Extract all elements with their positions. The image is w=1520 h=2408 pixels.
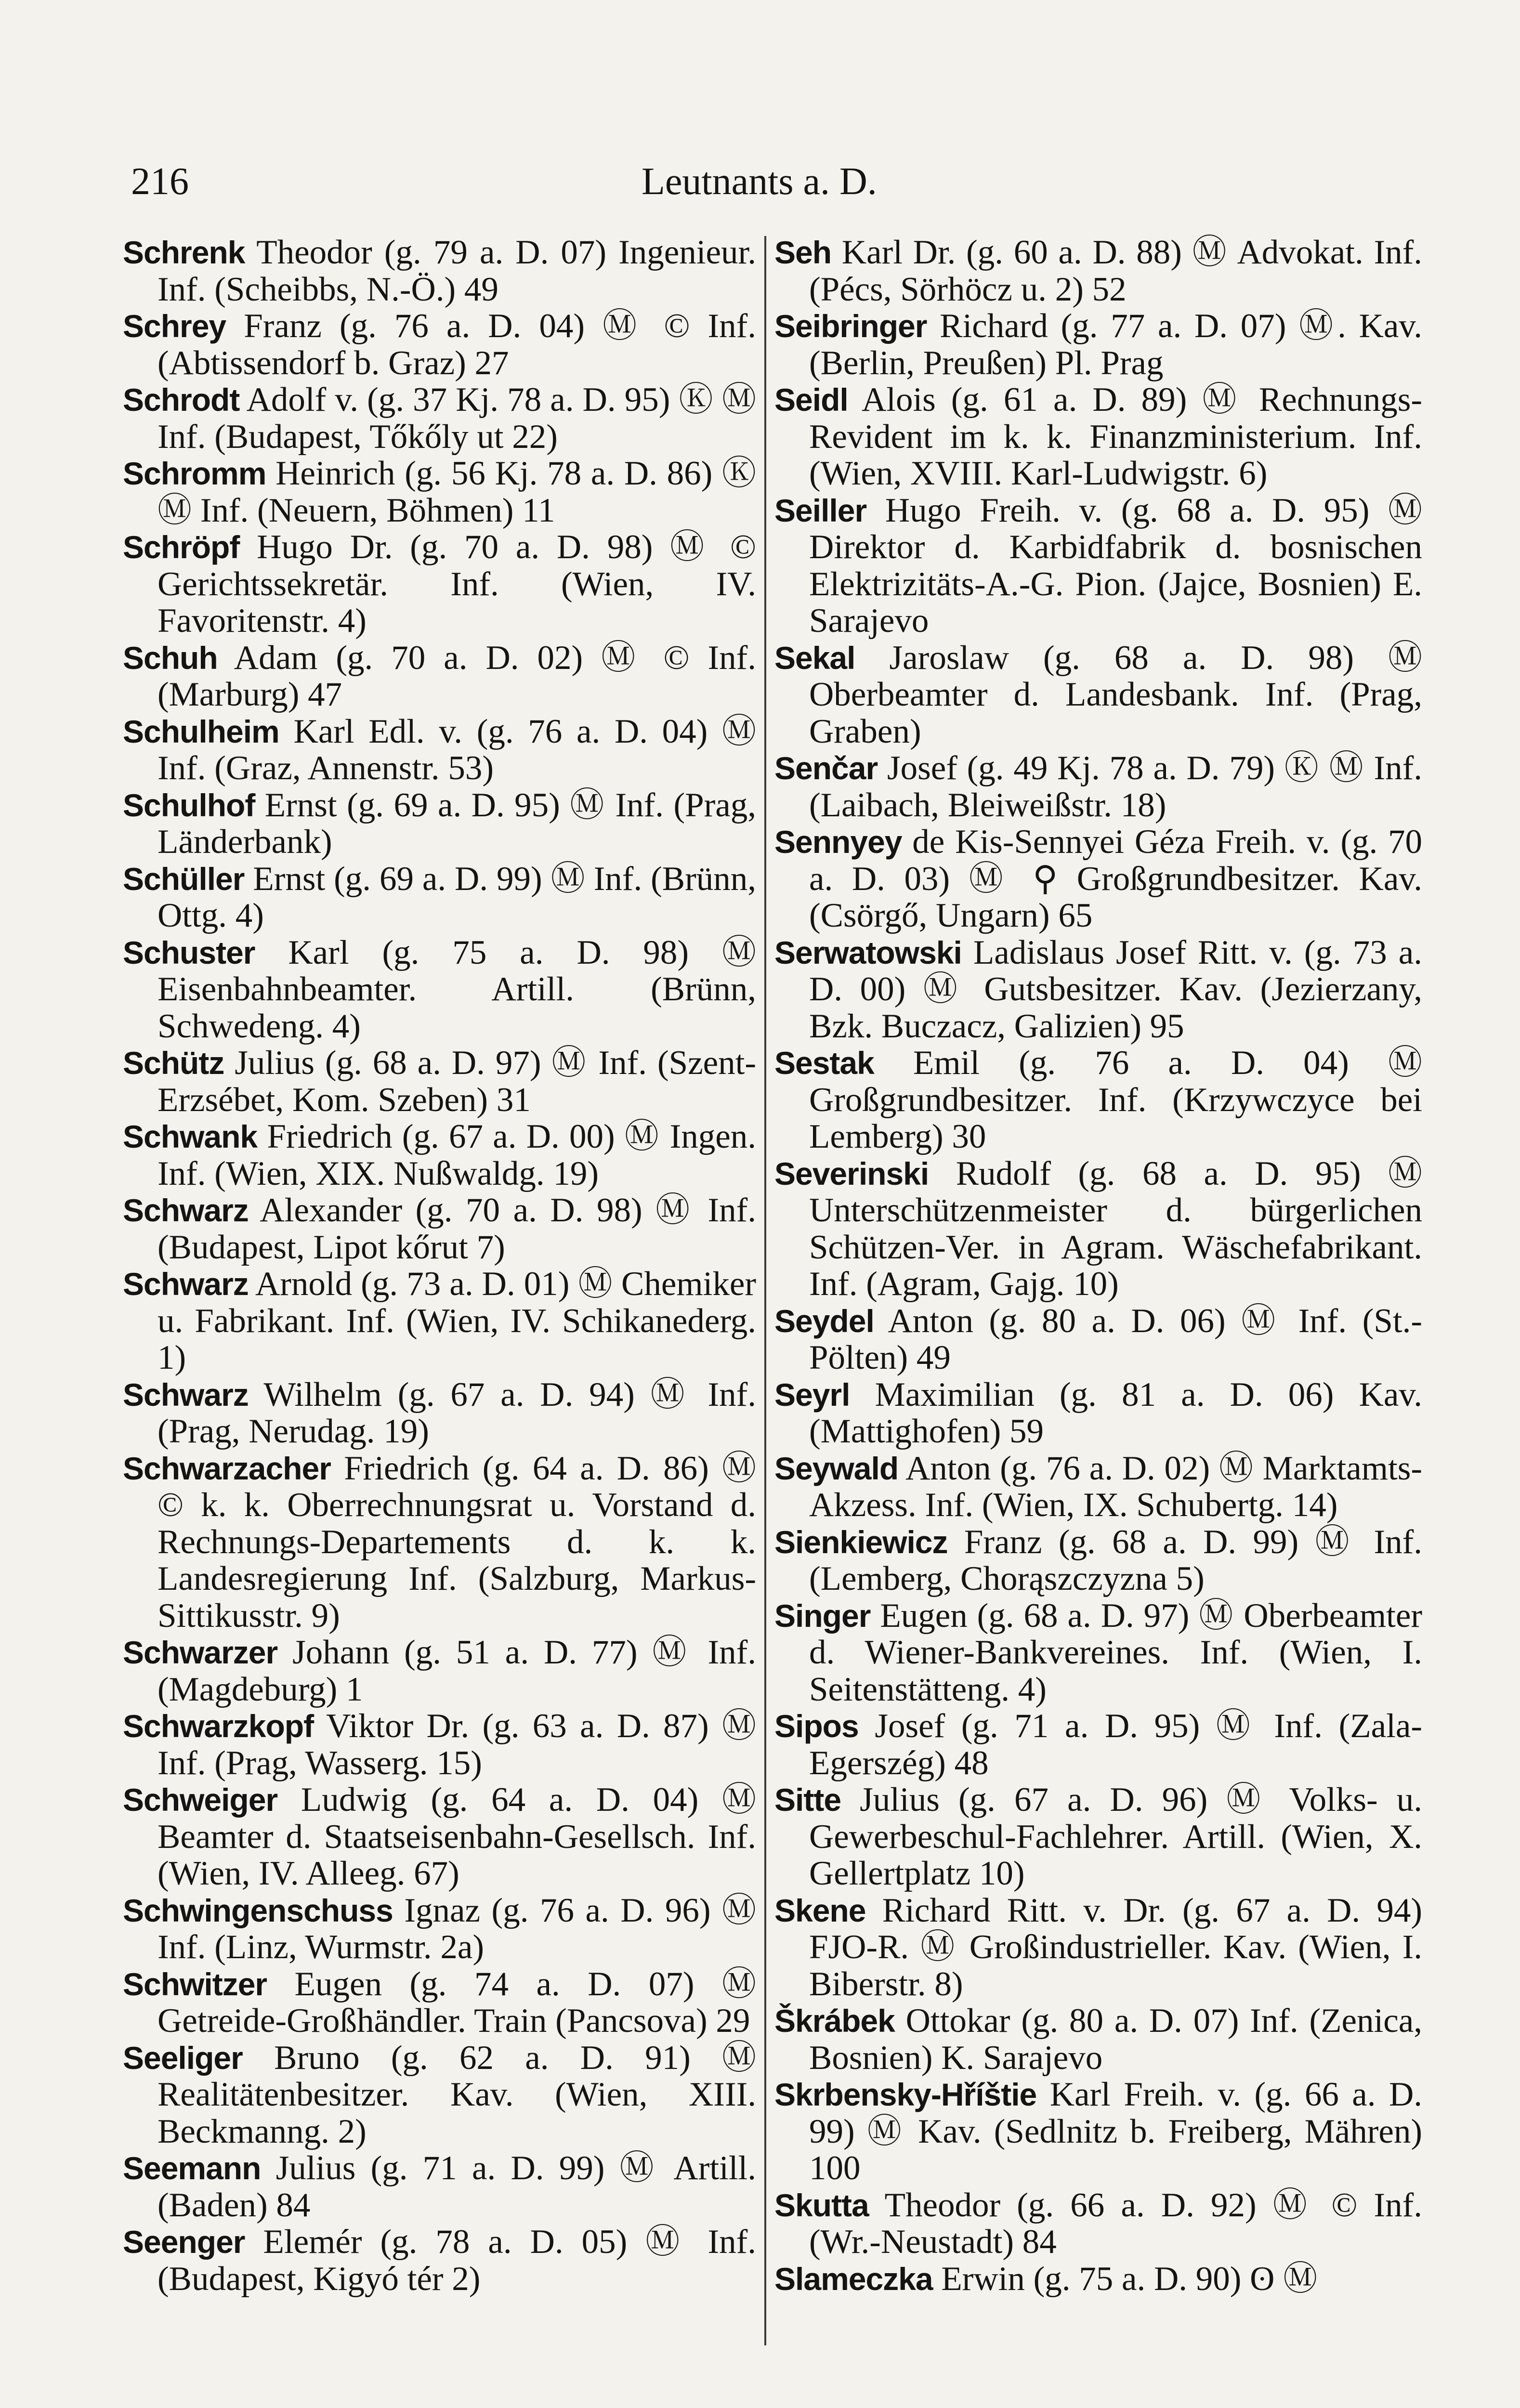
entry-surname: Seyrl [774,1376,850,1413]
entry-surname: Schüller [123,861,245,897]
entry-surname: Schwarzer [123,1635,278,1670]
directory-entry [774,2187,1422,2261]
directory-entry [123,934,756,1045]
entry-details: Viktor Dr. (g. 63 a. D. 87) Ⓜ Inf. (Prag, Wasserg. 15) [157,1707,756,1782]
page-header [131,155,1422,208]
directory-entry [774,1045,1422,1155]
entry-surname: Škrábek [774,2003,895,2039]
directory-entry [774,1303,1422,1376]
entry-details: Johann (g. 51 a. D. 77) Ⓜ Inf. (Magdeburg) 1 [157,1634,756,1708]
page-number: 216 [131,160,189,203]
entry-surname: Sienkiewicz [774,1524,948,1560]
entry-surname: Schuh [123,640,218,676]
entry-details: Richard (g. 77 a. D. 07) Ⓜ. Kav. (Berlin, Preußen) Pl. Prag [809,307,1422,382]
directory-entry [774,640,1422,750]
column-divider [764,236,766,2345]
entry-details: Friedrich (g. 64 a. D. 86) Ⓜ © k. k. Oberrechnungsrat u. Vorstand d. Rechnungs-Departements d. k. k. Landesregierung Inf. (Salzburg, Markus-Sittikusstr. 9) [157,1449,756,1635]
directory-entry [123,2150,756,2224]
entry-surname: Seidl [774,382,848,418]
entry-details: Franz (g. 68 a. D. 99) Ⓜ Inf. (Lemberg, Chorąszczyzna 5) [809,1523,1422,1597]
directory-entry [123,308,756,381]
entry-surname: Seh [774,235,832,270]
entry-surname: Schulhof [123,787,255,823]
left-column [123,234,756,2343]
entry-details: Hugo Dr. (g. 70 a. D. 98) Ⓜ © Gerichtssekretär. Inf. (Wien, IV. Favoritenstr. 4) [157,528,756,640]
entry-surname: Severinski [774,1155,929,1191]
directory-entry [123,1966,756,2040]
entry-surname: Seemann [123,2150,261,2186]
entry-surname: Seeliger [123,2040,243,2076]
directory-entry [123,1781,756,1892]
entry-surname: Slameczka [774,2261,933,2297]
directory-entry [774,234,1422,308]
entry-details: Adam (g. 70 a. D. 02) Ⓜ © Inf. (Marburg) 47 [157,639,756,713]
directory-entry [123,787,756,861]
directory-entry [123,1192,756,1266]
entry-details: Jaroslaw (g. 68 a. D. 98) Ⓜ Oberbeamter d. Landesbank. Inf. (Prag, Graben) [809,639,1422,750]
entry-details: Ladislaus Josef Ritt. v. (g. 73 a. D. 00) Ⓜ Gutsbesitzer. Kav. (Jezierzany, Bzk. Buczacz, Galizien) 95 [809,933,1422,1045]
directory-entry [123,1376,756,1450]
entry-surname: Schröpf [123,529,240,565]
entry-surname: Singer [774,1597,871,1634]
directory-entry [774,1376,1422,1450]
entry-details: Erwin (g. 75 a. D. 90) ʘ Ⓜ [941,2260,1318,2298]
entry-details: Eugen (g. 68 a. D. 97) Ⓜ Oberbeamter d. Wiener-Bankvereines. Inf. (Wien, I. Seitenstätteng. 4) [809,1597,1422,1708]
entry-surname: Seibringer [774,308,927,344]
directory-entry [774,750,1422,824]
directory-entry [774,824,1422,934]
entry-details: Ignaz (g. 76 a. D. 96) Ⓜ Inf. (Linz, Wurmstr. 2a) [157,1891,756,1966]
directory-entry [774,1450,1422,1524]
entry-details: Bruno (g. 62 a. D. 91) Ⓜ Realitätenbesitzer. Kav. (Wien, XIII. Beckmanng. 2) [157,2039,756,2150]
directory-entry [123,1708,756,1781]
entry-surname: Schwarz [123,1192,249,1228]
entry-surname: Sestak [774,1045,874,1081]
directory-entry [123,381,756,455]
entry-details: Maximilian (g. 81 a. D. 06) Kav. (Mattighofen) 59 [809,1375,1422,1450]
entry-surname: Schwank [123,1119,258,1154]
entry-surname: Skene [774,1892,866,1928]
directory-entry [123,1045,756,1118]
entry-surname: Schulheim [123,713,279,749]
directory-entry [774,2076,1422,2187]
entry-surname: Seydel [774,1303,874,1339]
entry-surname: Schweiger [123,1782,278,1818]
entry-details: Ernst (g. 69 a. D. 95) Ⓜ Inf. (Prag, Länderbank) [157,786,756,861]
entry-surname: Schwitzer [123,1966,267,2002]
directory-entry [774,1155,1422,1303]
entry-details: de Kis-Sennyei Géza Freih. v. (g. 70 a. D. 03) Ⓜ ⚲ Großgrundbesitzer. Kav. (Csörgő, Ungarn) 65 [809,823,1422,934]
entry-surname: Schwarz [123,1376,249,1413]
directory-entry [123,1118,756,1192]
entry-details: Alois (g. 61 a. D. 89) Ⓜ Rechnungs-Revident im k. k. Finanzministerium. Inf. (Wien, XVIII. Karl-Ludwigstr. 6) [809,381,1422,492]
directory-entry [774,2261,1422,2298]
entry-surname: Serwatowski [774,934,962,970]
entry-details: Theodor (g. 79 a. D. 07) Ingenieur. Inf. (Scheibbs, N.-Ö.) 49 [157,234,756,308]
entry-surname: Seenger [123,2224,245,2260]
entry-details: Theodor (g. 66 a. D. 92) Ⓜ © Inf. (Wr.-Neustadt) 84 [809,2186,1422,2261]
entry-details: Julius (g. 67 a. D. 96) Ⓜ Volks- u. Gewerbeschul-Fachlehrer. Artill. (Wien, X. Gellertplatz 10) [809,1781,1422,1892]
entry-details: Karl Dr. (g. 60 a. D. 88) Ⓜ Advokat. Inf. (Pécs, Sörhöcz u. 2) 52 [809,234,1422,308]
entry-surname: Seywald [774,1450,899,1486]
entry-details: Adolf v. (g. 37 Kj. 78 a. D. 95) Ⓚ Ⓜ Inf. (Budapest, Tőkőly ut 22) [157,381,756,456]
right-column [774,234,1422,2343]
entry-surname: Skutta [774,2187,869,2223]
directory-entry [123,234,756,308]
entry-details: Josef (g. 71 a. D. 95) Ⓜ Inf. (Zala-Egerszég) 48 [809,1707,1422,1782]
entry-surname: Schwarz [123,1266,249,1302]
directory-entry [123,1634,756,1708]
entry-details: Friedrich (g. 67 a. D. 00) Ⓜ Ingen. Inf. (Wien, XIX. Nußwaldg. 19) [157,1118,756,1192]
directory-entry [774,492,1422,640]
directory-entry [123,713,756,787]
entry-surname: Schuster [123,934,255,970]
entry-details: Richard Ritt. v. Dr. (g. 67 a. D. 94) FJO-R. Ⓜ Großindustrieller. Kav. (Wien, I. Biberstr. 8) [809,1891,1422,2003]
directory-entry [123,1892,756,1966]
directory-entry [123,2040,756,2150]
directory-entry [123,640,756,713]
directory-entry [123,2224,756,2297]
directory-entry [123,455,756,529]
entry-surname: Schwarzkopf [123,1708,314,1744]
entry-details: Rudolf (g. 68 a. D. 95) Ⓜ Unterschützenmeister d. bürgerlichen Schützen-Ver. in Agram. Wäschefabrikant. Inf. (Agram, Gajg. 10) [809,1154,1422,1303]
entry-surname: Schwarzacher [123,1450,331,1486]
entry-details: Franz (g. 76 a. D. 04) Ⓜ © Inf. (Abtissendorf b. Graz) 27 [157,307,756,382]
running-head: Leutnants a. D. [642,160,877,203]
entry-details: Arnold (g. 73 a. D. 01) Ⓜ Chemiker u. Fabrikant. Inf. (Wien, IV. Schikanederg. 1) [157,1265,756,1376]
entry-details: Anton (g. 76 a. D. 02) Ⓜ Marktamts-Akzess. Inf. (Wien, IX. Schubertg. 14) [809,1449,1422,1524]
entry-details: Wilhelm (g. 67 a. D. 94) Ⓜ Inf. (Prag, Nerudag. 19) [157,1375,756,1450]
directory-entry [123,529,756,640]
entry-surname: Schrey [123,308,226,344]
entry-details: Anton (g. 80 a. D. 06) Ⓜ Inf. (St.-Pölten) 49 [809,1302,1422,1376]
entry-details: Karl Freih. v. (g. 66 a. D. 99) Ⓜ Kav. (Sedlnitz b. Freiberg, Mähren) 100 [809,2076,1422,2187]
directory-entry [774,934,1422,1045]
entry-details: Eugen (g. 74 a. D. 07) Ⓜ Getreide-Großhändler. Train (Pancsova) 29 [157,1965,756,2040]
directory-entry [123,861,756,934]
entry-surname: Seiller [774,492,867,528]
entry-details: Karl Edl. v. (g. 76 a. D. 04) Ⓜ Inf. (Graz, Annenstr. 53) [157,712,756,787]
entry-surname: Sitte [774,1782,841,1818]
entry-details: Emil (g. 76 a. D. 04) Ⓜ Großgrundbesitzer. Inf. (Krzywczyce bei Lemberg) 30 [809,1044,1422,1155]
entry-details: Hugo Freih. v. (g. 68 a. D. 95) Ⓜ Direktor d. Karbidfabrik d. bosnischen Elektrizitäts-A.-G. Pion. (Jajce, Bosnien) E. Sarajevo [809,491,1422,640]
entry-details: Julius (g. 68 a. D. 97) Ⓜ Inf. (Szent-Erzsébet, Kom. Szeben) 31 [157,1044,756,1119]
entry-details: Julius (g. 71 a. D. 99) Ⓜ Artill. (Baden) 84 [157,2149,756,2224]
entry-details: Heinrich (g. 56 Kj. 78 a. D. 86) Ⓚ Ⓜ Inf. (Neuern, Böhmen) 11 [157,455,756,529]
entry-details: Alexander (g. 70 a. D. 98) Ⓜ Inf. (Budapest, Lipot kőrut 7) [157,1191,756,1266]
entry-details: Ernst (g. 69 a. D. 99) Ⓜ Inf. (Brünn, Ottg. 4) [157,860,756,934]
directory-entry [774,1892,1422,2003]
entry-details: Josef (g. 49 Kj. 78 a. D. 79) Ⓚ Ⓜ Inf. (Laibach, Bleiweißstr. 18) [809,749,1422,824]
entry-surname: Schwingenschuss [123,1892,393,1928]
directory-entry [774,1597,1422,1708]
entry-surname: Senčar [774,750,878,786]
directory-entry [774,1708,1422,1781]
entry-surname: Skrbensky-Hříštie [774,2077,1037,2112]
entry-details: Elemér (g. 78 a. D. 05) Ⓜ Inf. (Budapest, Kigyó tér 2) [157,2223,756,2298]
entry-surname: Schrodt [123,382,240,418]
entry-surname: Sekal [774,640,855,676]
entry-surname: Schromm [123,456,266,491]
directory-entry [774,308,1422,381]
entry-details: Karl (g. 75 a. D. 98) Ⓜ Eisenbahnbeamter. Artill. (Brünn, Schwedeng. 4) [157,933,756,1045]
directory-entry [123,1266,756,1376]
directory-entry [123,1450,756,1635]
entry-surname: Sipos [774,1708,859,1744]
entry-surname: Schrenk [123,235,245,270]
entry-surname: Sennyey [774,824,902,860]
directory-entry [774,2002,1422,2076]
directory-entry [774,381,1422,492]
directory-entry [774,1524,1422,1597]
entry-details: Ottokar (g. 80 a. D. 07) Inf. (Zenica, Bosnien) K. Sarajevo [809,2002,1422,2077]
entry-surname: Schütz [123,1045,224,1081]
directory-entry [774,1781,1422,1892]
entry-details: Ludwig (g. 64 a. D. 04) Ⓜ Beamter d. Staatseisenbahn-Gesellsch. Inf. (Wien, IV. Alleeg. 67) [157,1781,756,1892]
